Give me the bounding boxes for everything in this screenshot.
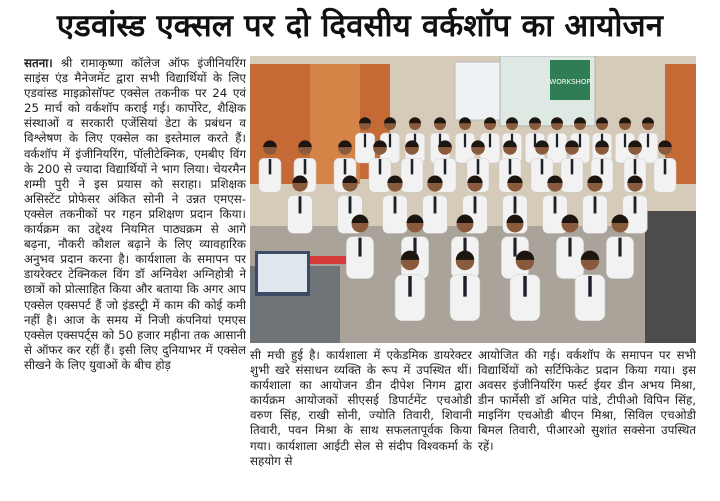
- article-column-right: आयोजित की गई। वर्कशॉप के समापन पर सभी विद्यार्थियों को सर्टिफिकेट प्रदान किया गया। इस अवसर इंजीनियरिंग फर्स्ट ईयर डीन अभय मिश्रा, डीन फार्मेसी डॉ अमित पांडे, टीपीओ विपिन सिंह, माइनिंग एचओडी बीएन मिश्रा, सिविल एचओडी बिमल तिवारी, पीआरओ सुशांत सक्सेना उपस्थित रहें।: [478, 348, 696, 453]
- workshop-group-photo-illustration: [250, 56, 696, 343]
- headline: एडवांस्ड एक्सल पर दो दिवसीय वर्कशॉप का आयोजन: [56, 8, 664, 44]
- workshop-photo: [250, 56, 696, 343]
- dateline: सतना।: [24, 56, 53, 70]
- article-column-middle: सी मची हुई है। कार्यशाला में एकेडमिक डायरेक्टर शुभी खरे संसाधन व्यक्ति के रूप में उपस्थित थीं। कार्यशाला का आयोजन डीन दीपेश निगम द्वारा कार्यक्रम आयोजकों सीएसई डिपार्टमेंट एचओडी वरुण सिंह, राखी सोनी, ज्योति तिवारी, शिवानी तिवारी, पवन मिश्रा के साथ सफलतापूर्वक किया गया। कार्यशाला आईटी सेल से संदीप विश्वकर्मा के सहयोग से: [250, 348, 472, 468]
- banner-text: WORKSHOP: [549, 78, 591, 86]
- article-column-left: [24, 56, 246, 496]
- left-column-text: श्री रामाकृष्णा कॉलेज ऑफ इंजीनियरिंग साइंस एंड मैनेजमेंट द्वारा सभी विद्यार्थियों के लिए एडवांस्ड माइक्रोसॉफ्ट एक्सेल तकनीक पर 24 एवं 25 मार्च को वर्कशॉप कराई गई। कार्पोरेट, शैक्षिक संस्थाओं व सरकारी एजेंसियां डेटा के प्रबंधन व विश्लेषण के लिए एक्सेल का इस्तेमाल करते हैं। वर्कशॉप में इंजीनियरिंग, पॉलीटेक्निक, एमबीए विंग के 200 से ज्यादा विद्यार्थियों ने भाग लिया। चेयरमैन शम्मी पुरी ने इस प्रयास को सराहा। प्रशिक्षक असिस्टेंट प्रोफेसर अंकित सोनी ने उन्नत एमएस-एक्सेल तकनीकों पर गहन प्रशिक्षण प्रदान किया। कार्यक्रम का उद्देश्य नियमित पाठ्यक्रम से आगे बढ़ना, नौकरी कौशल बढ़ाने के लिए व्यावहारिक अनुभव प्रदान करना है। कार्यशाला के समापन पर डायरेक्टर टेक्निकल विंग डॉ अग्निवेश अग्निहोत्री ने छात्रों को प्रोत्साहित किया और बताया कि अगर आप एक्सेल एक्सपर्ट हैं जो इंडस्ट्री में काम की कोई कमी नहीं है। आज के समय में निजी कंपनियां एमएस एक्सेल एक्सपर्ट्स को 50 हजार महीना तक आसानी से ऑफर कर रहीं हैं। इसी लिए दुनियाभर में एक्सेल सीखने के लिए युवाओं के बीच होड़: [24, 56, 246, 372]
